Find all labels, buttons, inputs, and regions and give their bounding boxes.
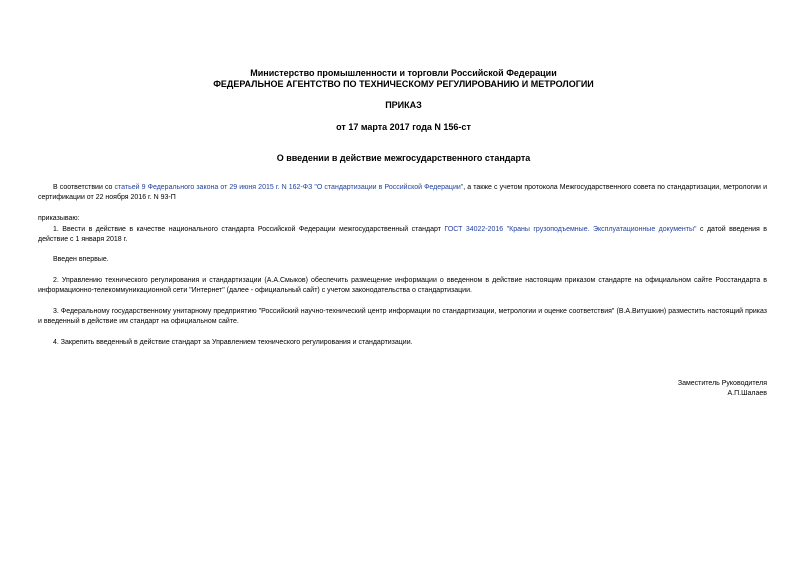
order-word: приказываю: <box>38 215 80 222</box>
document-subject: О введении в действие межгосударственного стандарта <box>276 153 531 163</box>
item-4-paragraph: 4. Закрепить введенный в действие стандарт за Управлением технического регулирования и стандартизации. <box>53 339 413 346</box>
first-time-note: Введен впервые. <box>53 256 109 263</box>
intro-paragraph <box>38 183 767 203</box>
ministry-name: Министерство промышленности и торговли Российской Федерации <box>250 68 557 78</box>
law-link[interactable]: статьей 9 Федерального закона от 29 июня 2015 г. N 162-ФЗ "О стандартизации в Российской Федерации" <box>114 184 464 191</box>
signature-position: Заместитель Руководителя <box>677 380 767 387</box>
item-3-paragraph: 3. Федеральному государственному унитарному предприятию "Российский научно-технический центр информации по стандартизации, метрологии и оценке соответствия" (В.А.Витушкин) разместить настоящий приказ и введенный в действие им стандарт на официальном сайте. <box>38 308 767 325</box>
gost-link[interactable]: ГОСТ 34022-2016 "Краны грузоподъемные. Эксплуатационные документы" <box>444 226 697 233</box>
item-1-paragraph <box>38 225 767 245</box>
item-1-suffix: с датой введения в действие с 1 января 2018 г. <box>38 226 767 243</box>
agency-name: ФЕДЕРАЛЬНОЕ АГЕНТСТВО ПО ТЕХНИЧЕСКОМУ РЕГУЛИРОВАНИЮ И МЕТРОЛОГИИ <box>213 79 594 89</box>
item-1-prefix: 1. Ввести в действие в качестве национального стандарта Российской Федерации межгосударственный стандарт <box>53 226 445 233</box>
intro-prefix: В соответствии со <box>53 184 115 191</box>
signature-name: А.П.Шалаев <box>727 390 767 397</box>
document-type: ПРИКАЗ <box>385 100 422 110</box>
intro-suffix: , а также с учетом протокола Межгосударственного совета по стандартизации, метрологии и сертификации от 22 ноября 2016 г. N 93-П <box>38 184 767 201</box>
document-date-number: от 17 марта 2017 года N 156-ст <box>336 122 471 132</box>
item-2-paragraph: 2. Управлению технического регулирования и стандартизации (А.А.Смыков) обеспечить размещение информации о введенном в действие настоящим приказом стандарте на официальном сайте Росстандарта в информационно-телекоммуникационной сети "Интернет" (далее - официальный сайт) с учетом законодательства о стандартизации. <box>38 277 767 294</box>
